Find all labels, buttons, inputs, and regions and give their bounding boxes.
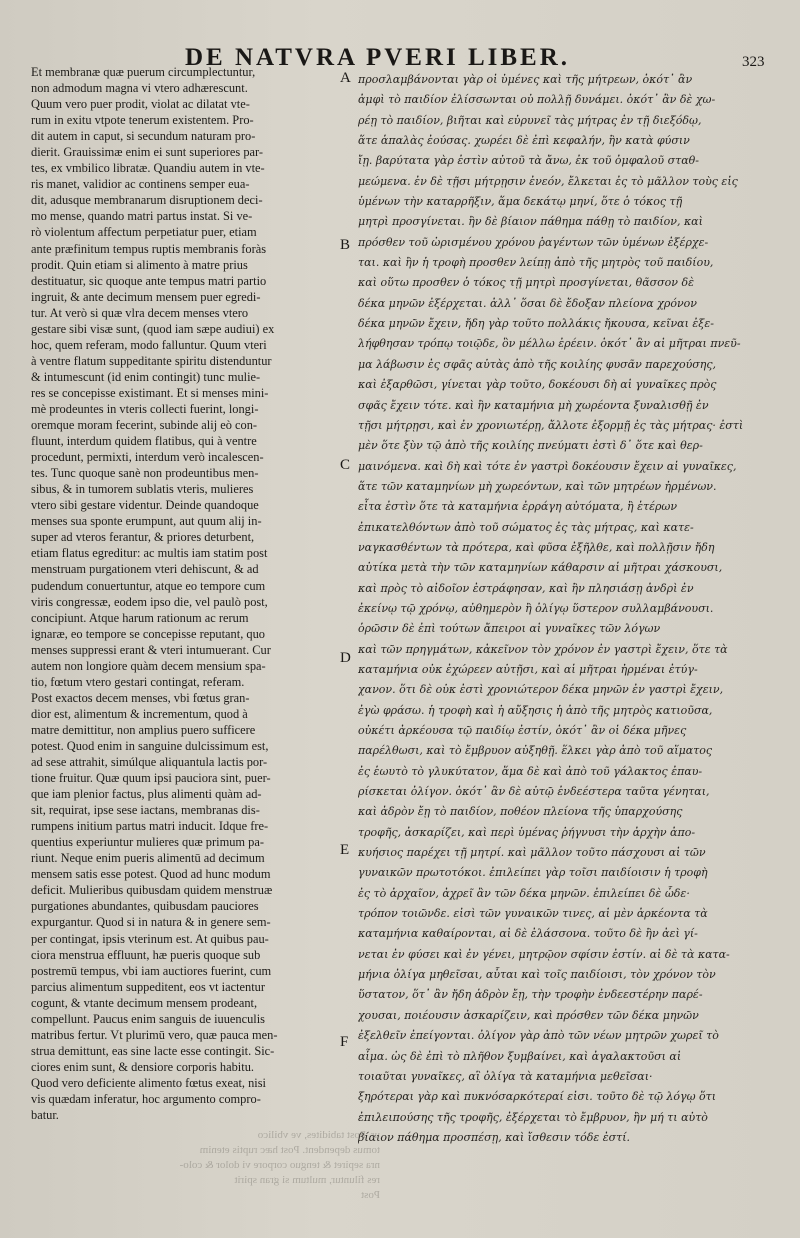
greek-line: τοιαῦται γυναῖκες, αἳ ὀλίγα τὰ καταμήνια μεθεῖσαι· [358, 1069, 653, 1083]
greek-line: ἅτε ἁπαλὰς ἐούσας. χωρέει δὲ ἐπὶ κεφαλήν, ἢν κατὰ φύσιν [358, 134, 690, 148]
greek-line: αἷμα. ὡς δὲ ἐπὶ τὸ πλῆθον ξυμβαίνει, καὶ ἀγαλακτοῦσι αἱ [358, 1049, 682, 1063]
greek-line: δέκα μηνῶν ἐξέρχεται. ἀλλ᾽ ὅσαι δὲ ἔδοξαν πλείονα χρόνον [358, 296, 697, 310]
greek-line: τρόπον τοιῶνδε. εἰσὶ τῶν γυναικῶν τινες, αἱ μὲν ἀρκέοντα τὰ [358, 907, 708, 921]
greek-line: τῇσι μήτρῃσι, καὶ ἐν χρονιωτέρῃ, ἄλλοτε ἐξορμῇ ἐς τὰς μήτρας· ἐστὶ [358, 418, 744, 432]
latin-line: dit autem in caput, si secundum naturam pro- [31, 129, 256, 144]
bleed-line: res filuntur, multum si gran spirit [234, 1174, 380, 1186]
latin-line: menses sua sponte erumpunt, aut quum alij in- [31, 514, 262, 529]
greek-line: νεται ἐν φύσει καὶ ἐν γένει, μητρῷον σφίσιν ἐστίν. αἱ δὲ τὰ κατα- [358, 947, 730, 961]
greek-line: ἐς τὸ ἀρχαῖον, ἀχρεῖ ἂν τῶν δέκα μηνῶν. ἐπιλείπει δὲ ὧδε· [358, 886, 690, 900]
latin-line: prodit. Quin etiam si alimento à matre prius [31, 257, 248, 272]
latin-text-column [31, 64, 337, 1123]
latin-line: non admodum magna vi vtero adhærescunt. [31, 81, 248, 96]
greek-line: μεώμενα. ἐν δὲ τῇσι μήτρῃσιν ἐνεόν, ἔλκεται ἐς τὸ μᾶλλον τοὺς εἰς [358, 174, 738, 188]
latin-line: ante præfinitum tempus ruptis membranis foràs [31, 241, 267, 256]
greek-line: ὑμένων τὴν καταρρῆξιν, ἅμα δεκάτῳ μηνί, ὅτε ὁ τόκος τῇ [358, 195, 683, 209]
greek-line: προσλαμβάνονται γὰρ οἱ ὑμένες καὶ τῆς μήτρεων, ὁκότ᾽ ἂν [358, 73, 693, 86]
greek-line: ἐπιλειπούσης τῆς τροφῆς, ἐξέρχεται τὸ ἔμβρυον, ἢν μή τι αὐτὸ [358, 1110, 708, 1124]
latin-line: tur. At verò si quæ vlra decem menses vtero [31, 305, 249, 320]
greek-line: ρέῃ τὸ παιδίον, βιῆται καὶ εὐρυνεῖ τὰς μήτρας ἐν τῇ διεξόδῳ, [358, 113, 702, 127]
greek-line: ἐκείνῳ τῷ χρόνῳ, αὐθημερὸν ἢ ὀλίγῳ ὕστερον συλλαμβάνουσι. [358, 601, 714, 615]
latin-line: vtero sibi gestare videntur. Deinde quandoque [31, 498, 259, 513]
greek-line: ἐγὼ φράσω. ἡ τροφὴ καὶ ἡ αὔξησις ἡ ἀπὸ τῆς μητρὸς κατιοῦσα, [358, 703, 713, 717]
latin-line: riunt. Neque enim pueris alimentū ad decimum [31, 851, 265, 866]
latin-line: res se concepisse existimant. Et si menses mini- [31, 385, 269, 400]
latin-line: tes. Tunc quoque sanè non prodeuntibus men- [31, 466, 259, 481]
latin-line: ris manet, validior ac continens semper eua- [31, 177, 250, 192]
latin-line: parcius alimentum suppeditent, eos vt iactentur [31, 979, 265, 994]
latin-line: sibus, & in tumorem sublatis vteris, mulieres [31, 482, 254, 497]
greek-line: αὐτίκα μετὰ τὴν τῶν καταμηνίων κάθαρσιν αἱ μῆτραι χάσκουσι, [358, 561, 723, 575]
greek-line: καὶ πρὸς τὸ αἰδοῖον ἐστράφησαν, καὶ ἢν πλησιάσῃ ἀνδρὶ ἐν [358, 581, 694, 595]
latin-line: tio, fœtum vtero gestari contingat, referam. [31, 674, 245, 689]
greek-line: ἀμφὶ τὸ παιδίον ἐλίσσωνται οὐ πολλῇ δυνάμει. ὁκότ᾽ ἂν δὲ χω- [358, 93, 716, 107]
latin-line: concipiunt. Atque harum rationum ac rerum [31, 610, 249, 625]
margin-letter-b: B [340, 237, 351, 253]
greek-line: καταμήνια καθαίρονται, αἱ δὲ ἐλάσσονα. τοῦτο δὲ ἢν ἀεὶ γί- [358, 927, 698, 941]
latin-line: purgationes abundantes, quibusdam pauciores [31, 899, 259, 914]
latin-line: ad sese attrahit, simúlque aliquantula lactis por- [31, 755, 268, 770]
latin-line: hoc, quem referam, modo falluntur. Quum vteri [31, 337, 267, 352]
greek-line: γυναικῶν πρωτοτόκοι. ἐπιλείπει γὰρ τοῖσι παιδίοισιν ἡ τροφὴ [358, 866, 708, 880]
greek-line: βίαιον πάθημα προσπέσῃ, καὶ ἴσθεσιν τόδε ἐστί. [358, 1130, 631, 1144]
latin-line: rò violentum affectum perpetiatur puer, etiam [31, 225, 257, 240]
latin-line: dior est, alimentum & incrementum, quod à [31, 706, 248, 721]
latin-line: matre demittitur, non amplius puero sufficere [31, 722, 256, 737]
margin-letter-e: E [340, 842, 350, 858]
greek-line: καὶ ἁδρὸν ἔῃ τὸ παιδίον, ποθέον πλείονα τῆς ὑπαρχούσης [358, 805, 683, 819]
greek-line: δέκα μηνῶν ἔχειν, ἤδη γὰρ τοῦτο πολλάκις ἤκουσα, κεῖναι ἐξε- [358, 317, 714, 331]
latin-line: mo mense, quando matri partus instat. Si ve- [31, 209, 253, 224]
greek-line: μὲν ὅτε ξὺν τῷ ἀπὸ τῆς κοιλίης πνεύματι ἐστὶ δ᾽ ὅτε καὶ θερ- [358, 439, 703, 453]
margin-letter-d: D [340, 650, 351, 666]
latin-line: autem non longiore quàm decem mensium spa- [31, 658, 266, 673]
latin-line: que iam plenior factus, plus alimenti quàm ad- [31, 787, 262, 802]
greek-line: κυήσιος παρέχει τῇ μητρί. καὶ μᾶλλον τοῦτο πάσχουσι αἱ τῶν [358, 846, 706, 860]
bleed-line: ur. Post tabidites, ve vbilico [257, 1129, 380, 1141]
latin-line: deficit. Mulieribus quibusdam quidem menstruæ [31, 883, 273, 898]
margin-letter-a: A [340, 70, 351, 86]
greek-line: ἐπικατελθόντων ἀπὸ τοῦ σώματος ἐς τὰς μήτρας, καὶ κατε- [358, 520, 694, 534]
latin-line: Quum vero puer prodit, violat ac dilatat vte- [31, 97, 250, 112]
latin-line: rumpens initium partus matri inducit. Idque fre- [31, 819, 269, 834]
latin-line: ignaræ, eo tempore se concepisse reputant, quo [31, 626, 265, 641]
latin-line: batur. [31, 1108, 59, 1123]
latin-line: sit, requirat, ipse sese iactans, membranas dis- [31, 803, 260, 818]
page-number: 323 [742, 54, 765, 70]
latin-line: tione fruitur. Quæ quum ipsi pauciora sint, puer- [31, 771, 271, 786]
greek-line: ξηρότεραι γὰρ καὶ πυκνόσαρκότεραί εἰσι. τοῦτο δὲ τῷ λόγῳ ὅτι [358, 1090, 717, 1104]
greek-line: τροφῆς, ἀσκαρίζει, καὶ περὶ ὑμένας ῥήγνυσι τὴν ἀρχὴν ἀπο- [358, 825, 696, 839]
latin-line: gestare sibi visæ sunt, (quod iam sæpe audiui) ex [31, 321, 275, 336]
latin-line: expurgantur. Quod si in natura & in genere sem- [31, 915, 271, 930]
greek-line: καὶ οὕτω προσθεν ὁ τόκος τῇ μητρὶ προσγίνεται, θᾶσσον δὲ [358, 276, 694, 290]
greek-line: ἴῃ. βαρύτατα γὰρ ἐστὶν αὐτοῦ τὰ ἄνω, ἐκ τοῦ ὀμφαλοῦ σταθ- [358, 154, 699, 168]
latin-line: ciores enim sunt, & densiore corporis habitu. [31, 1059, 254, 1074]
latin-line: viris congressæ, eodem ipso die, vel paulò post, [31, 594, 268, 609]
latin-line: Post exactos decem menses, vbi fœtus gran- [31, 690, 250, 705]
latin-line: Quod vero deficiente alimento fœtus exeat, nisi [31, 1075, 267, 1090]
latin-line: per contingat, ipsis vterinum est. At quibus pau- [31, 931, 269, 946]
latin-line: rum in exitu vtpote tenerum existentem. Pro- [31, 113, 254, 128]
greek-line: μητρὶ προσγίνεται. ἢν δὲ βίαιον πάθημα πάθῃ τὸ παιδίον, καὶ [358, 215, 703, 229]
latin-line: menses suppressi erant & vteri intumuerant. Cur [31, 642, 271, 657]
greek-line: καὶ ἐξαρθῶσι, γίνεται γὰρ τοῦτο, δοκέουσι δὴ αἱ γυναῖκες πρὸς [358, 378, 717, 392]
latin-line: oremque moram fecerint, subinde alij eò con- [31, 418, 258, 433]
greek-line: λήφθησαν τρόπῳ τοιῷδε, ὃν μέλλω ἐρέειν. ὁκότ᾽ ἂν αἱ μῆτραι πνεῦ- [358, 337, 741, 351]
greek-line: μαινόμενα. καὶ δὴ καὶ τότε ἐν γαστρὶ δοκέουσιν ἔχειν αἱ γυναῖκες, [358, 459, 737, 473]
greek-line: ἐξελθεῖν ἐπείγονται. ὀλίγον γὰρ ἀπὸ τῶν νέων μητρῶν χωρεῖ τὸ [358, 1029, 719, 1043]
bleed-line: nra sepiret & tenguo corpore vi dolor & colo- [179, 1159, 380, 1171]
greek-line: καὶ τῶν πρηγμάτων, κἀκεῖνον τὸν χρόνον ἐν γαστρὶ ἔχειν, ὅτε τὰ [358, 642, 728, 656]
greek-line: οὐκέτι ἀρκέουσα τῷ παιδίῳ ἐστίν, ὁκότ᾽ ἂν οἱ δέκα μῆνες [358, 724, 687, 737]
latin-line: super ad vteros ferantur, & priores deturbent, [31, 530, 255, 545]
greek-line: χανον. ὅτι δὲ οὐκ ἐστὶ χρονιώτερον δέκα μηνῶν ἐν γαστρὶ ἔχειν, [358, 683, 724, 697]
latin-line: menstruam purgationem vteri dehiscunt, & ad [31, 562, 259, 577]
greek-line: χουσαι, ποιέουσιν ἀσκαρίζειν, καὶ πρόσθεν τῶν δέκα μηνῶν [358, 1008, 699, 1022]
latin-line: mensem satis esse potest. Quod ad hunc modum [31, 867, 271, 882]
latin-line: cogunt, & vtante decimum mensem prodeant, [31, 995, 258, 1010]
bleed-line: tomus dependent. Post hæc ruptis etenim [199, 1144, 380, 1156]
latin-line: compellunt. Paucus enim sanguis de iuuenculis [31, 1011, 266, 1026]
latin-line: ciora menstrua effluunt, hæ pueris quoque sub [31, 947, 261, 962]
latin-line: tes, ex vmbilico libratæ. Quandiu autem in vte- [31, 161, 265, 176]
latin-line: vis quædam inferatur, hoc argumento compro- [31, 1092, 261, 1106]
latin-line: & intumescunt (id enim contingit) tunc mulie- [31, 369, 261, 384]
bleed-line: Post [361, 1189, 380, 1201]
greek-line: ὁρῶσιν δὲ ἐπὶ τούτων ἄπειροι αἱ γυναῖκες τῶν λόγων [358, 622, 661, 636]
greek-line: σφᾶς ἔχειν τότε. καὶ ἢν καταμήνια μὴ χωρέοντα ξυναλισθῇ ἐν [358, 398, 709, 412]
greek-text-column [358, 70, 758, 1148]
bleed-through-text [150, 1128, 380, 1203]
latin-line: ingruit, & ante decimum mensem puer egredi- [31, 289, 261, 304]
greek-line: καταμήνια οὐκ ἐχώρεεν αὐτῇσι, καὶ αἱ μῆτραι ἠρμέναι ἐτύγ- [358, 662, 698, 676]
latin-line: potest. Quod enim in sanguine dulcissimum est, [31, 738, 269, 753]
greek-line: πρόσθεν τοῦ ὡρισμένου χρόνου ῥαγέντων τῶν ὑμένων ἐξέρχε- [358, 235, 709, 249]
greek-line: ρίσκεται ὀλίγον. ὁκότ᾽ ἂν δὲ αὐτῷ ἐνδεέστερα ταῦτα γένηται, [358, 785, 710, 799]
latin-line: à ventre flatum suppeditante spiritu distenduntur [31, 353, 272, 368]
running-title: DE NATVRA PVERI LIBER. [185, 44, 571, 71]
greek-line: ται. καὶ ἢν ἡ τροφὴ προσθεν λείπῃ ἀπὸ τῆς μητρὸς τοῦ παιδίου, [358, 256, 714, 270]
latin-line: quentius experiuntur mulieres quæ primum pa- [31, 835, 264, 850]
latin-line: destituatur, sic quoque ante tempus matri partio [31, 273, 267, 288]
margin-letter-c: C [340, 457, 351, 473]
latin-line: etiam flatus egreditur: ac multis iam statim post [31, 546, 268, 561]
latin-line: mè prodeuntes in vteris collecti fuerint, longi- [31, 401, 259, 416]
margin-letter-f: F [340, 1034, 349, 1050]
latin-line: strua demittunt, eas sine lacte esse contingit. Sic- [31, 1043, 275, 1058]
latin-line: procedunt, permixti, interdum verò incalescen- [31, 450, 264, 465]
latin-line: dierit. Grauissimæ enim ei sunt superiores par- [31, 145, 264, 160]
latin-line: matribus fertur. Vt plurimū vero, quæ pauca men- [31, 1027, 278, 1042]
latin-line: postremū tempus, vbi iam auctiores fuerint, cum [31, 963, 272, 978]
greek-line: εἶτα ἐστὶν ὅτε τὰ καταμήνια ἐρράγη αὐτόματα, ἢ ἑτέρων [358, 500, 678, 514]
greek-line: ἐς ἑωυτὸ τὸ γλυκύτατον, ἅμα δὲ καὶ ἀπὸ τοῦ γάλακτος ἐπαυ- [358, 764, 703, 778]
greek-line: μήνια ὀλίγα μηθεῖσαι, αὗται καὶ τοῖς παιδίοισι, τὸν χρόνον τὸν [358, 968, 716, 982]
greek-line: παρέλθωσι, καὶ τὸ ἔμβρυον αὐξηθῇ. ἕλκει γὰρ ἀπὸ τοῦ αἵματος [358, 744, 713, 758]
latin-line: Et membranæ quæ puerum circumplectuntur, [31, 65, 256, 79]
greek-line: μα λάβωσιν ἐς σφᾶς αὐτὰς ἀπὸ τῆς κοιλίης φυσᾶν παρεχούσης, [358, 357, 717, 371]
greek-line: ἅτε τῶν καταμηνίων μὴ χωρεόντων, καὶ τῶν μητρέων ἠρμένων. [358, 479, 717, 493]
greek-line: ὕστατον, ὅτ᾽ ἂν ἤδη ἁδρὸν ἔῃ, τὴν τροφὴν ἐνδεεστέρην παρέ- [358, 988, 703, 1002]
latin-line: dit, adusque membranarum disruptionem deci- [31, 193, 263, 208]
latin-line: fluunt, interdum quidem flatibus, qui à ventre [31, 434, 257, 449]
latin-line: pudendum conuertuntur, atque eo tempore cum [31, 578, 266, 593]
greek-line: ναγκασθέντων τὰ πρότερα, καὶ φῦσα ἐξῆλθε, καὶ πολλῇσιν ἤδη [358, 540, 715, 554]
